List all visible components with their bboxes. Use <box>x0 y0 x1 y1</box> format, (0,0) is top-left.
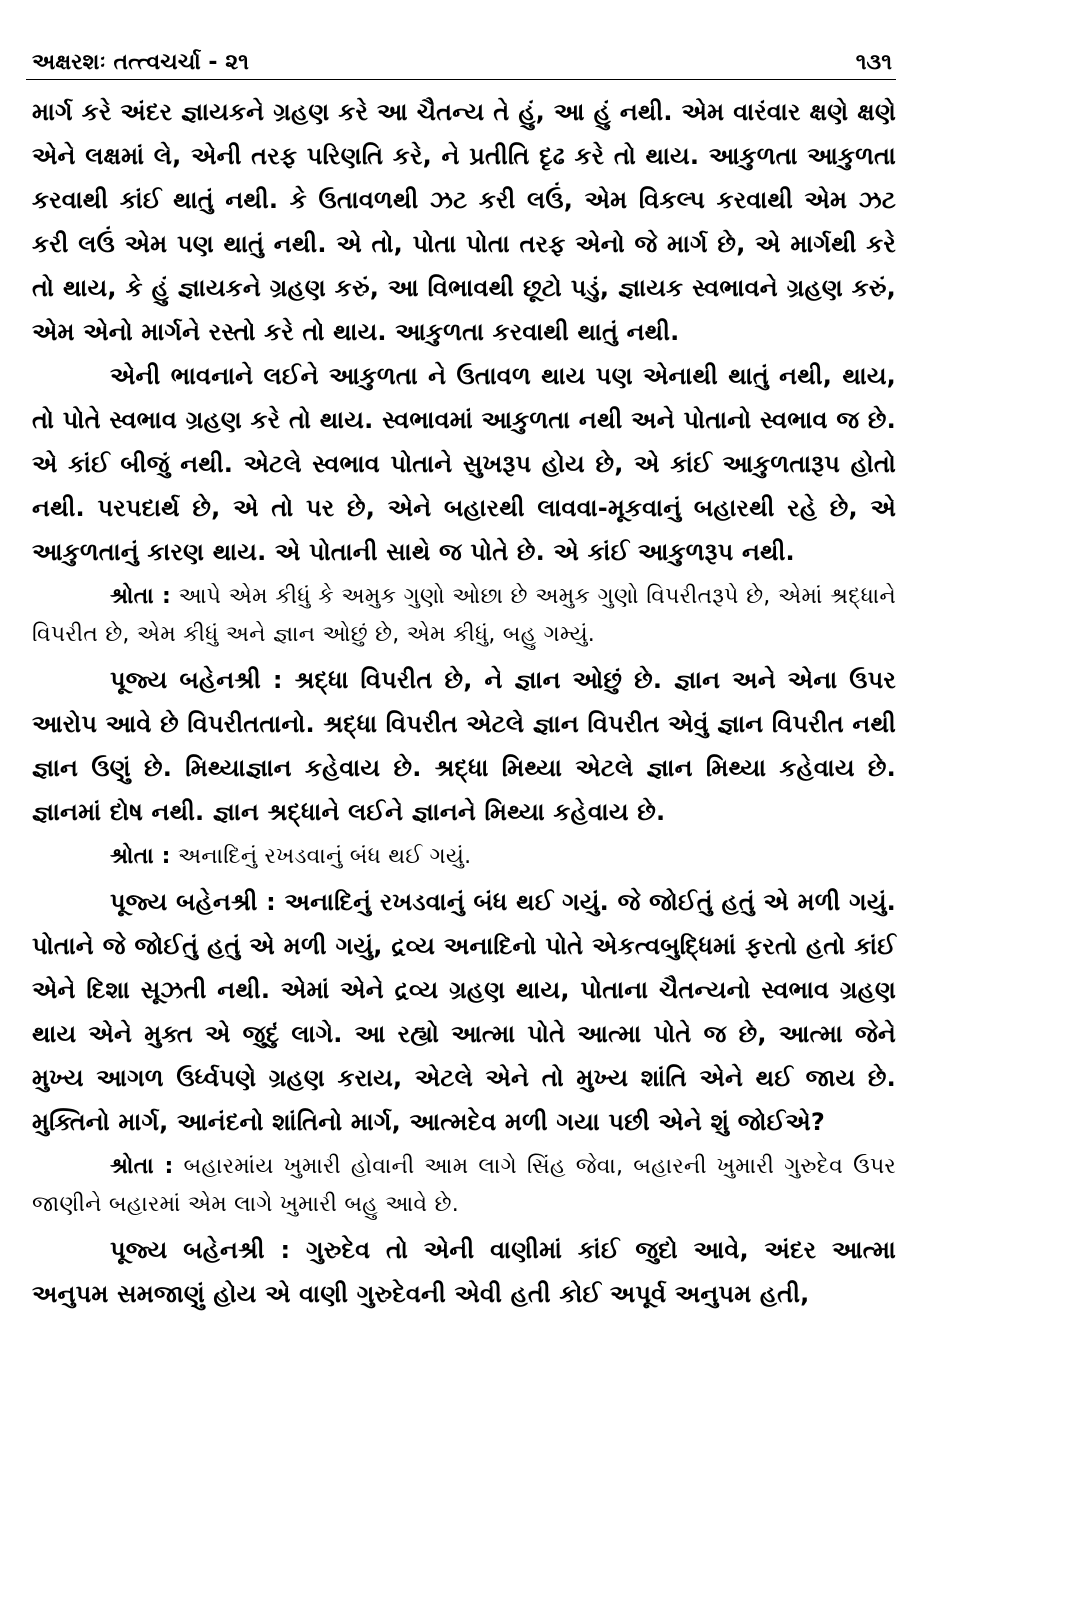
paragraph-continuation <box>32 90 896 354</box>
paragraph <box>32 354 896 574</box>
page-number: ૧૩૧ <box>855 50 892 75</box>
bahenshri-answer <box>32 658 896 834</box>
speaker-label: શ્રોતા : <box>110 844 171 869</box>
paragraph-text: એની ભાવનાને લઈને આકુળતા ને ઉતાવળ થાય પણ એનાથી થાતું નથી, થાય, તો પોતે સ્વભાવ ગ્રહણ કરે તો થાય. સ્વભાવમાં આકુળતા નથી અને પોતાનો સ્વભાવ જ છે. એ કાંઈ બીજું નથી. એટલે સ્વભાવ પોતાને સુખરૂપ હોય છે, એ કાંઈ આકુળતારૂપ હોતો નથી. પરપદાર્થ છે, એ તો પર છે, એને બહારથી લાવવા-મૂકવાનું બહારથી રહે છે, એ આકુળતાનું કારણ થાય. એ પોતાની સાથે જ પોતે છે. એ કાંઈ આકુળરૂપ નથી. <box>32 362 896 566</box>
running-title: અક્ષરશઃ તત્ત્વચર્ચા - ૨૧ <box>32 50 249 75</box>
speaker-label: પૂજ્ય બહેનશ્રી : <box>110 1236 291 1264</box>
running-header <box>26 40 896 80</box>
page-body <box>26 80 896 1316</box>
speaker-label: શ્રોતા : <box>110 1154 174 1179</box>
book-page <box>26 40 896 1316</box>
paragraph-text: શ્રદ્ધા વિપરીત છે, ને જ્ઞાન ઓછું છે. જ્ઞાન અને એના ઉપર આરોપ આવે છે વિપરીતતાનો. શ્રદ્ધા વિપરીત એટલે જ્ઞાન વિપરીત એવું જ્ઞાન વિપરીત નથી જ્ઞાન ઉણું છે. મિથ્યાજ્ઞાન કહેવાય છે. શ્રદ્ધા મિથ્યા એટલે જ્ઞાન મિથ્યા કહેવાય છે. જ્ઞાનમાં દોષ નથી. જ્ઞાન શ્રદ્ધાને લઈને જ્ઞાનને મિથ્યા કહેવાય છે. <box>32 666 896 826</box>
paragraph-text: ગુરુદેવ તો એની વાણીમાં કાંઈ જુદો આવે, અંદર આત્મા અનુપમ સમજાણું હોય એ વાણી ગુરુદેવની એવી હતી કોઈ અપૂર્વ અનુપમ હતી, <box>32 1236 896 1308</box>
speaker-label: પૂજ્ય બહેનશ્રી : <box>110 666 283 694</box>
paragraph-text: અનાદિનું રખડવાનું બંધ થઈ ગયું. જે જોઈતું હતું એ મળી ગયું. પોતાને જે જોઈતું હતું એ મળી ગયું, દ્રવ્ય અનાદિનો પોતે એકત્વબુદ્ધિમાં ફરતો હતો કાંઈ એને દિશા સૂઝતી નથી. એમાં એને દ્રવ્ય ગ્રહણ થાય, પોતાના ચૈતન્યનો સ્વભાવ ગ્રહણ થાય એને મુક્ત એ જુદું લાગે. આ રહ્યો આત્મા પોતે આત્મા પોતે જ છે, આત્મા જેને મુખ્ય આગળ ઉર્ધ્વપણે ગ્રહણ કરાય, એટલે એને તો મુખ્ય શાંતિ એને થઈ જાય છે. મુક્તિનો માર્ગ, આનંદનો શાંતિનો માર્ગ, આત્મદેવ મળી ગયા પછી એને શું જોઈએ? <box>32 888 896 1136</box>
paragraph-text: બહારમાંય ખુમારી હોવાની આમ લાગે સિંહ જેવા, બહારની ખુમારી ગુરુદેવ ઉપર જાણીને બહારમાં એમ લાગે ખુમારી બહુ આવે છે. <box>32 1154 896 1217</box>
listener-question <box>32 578 896 654</box>
paragraph-text: અનાદિનું રખડવાનું બંધ થઈ ગયું. <box>177 844 472 869</box>
paragraph-text: આપે એમ કીધું કે અમુક ગુણો ઓછા છે અમુક ગુણો વિપરીતરૂપે છે, એમાં શ્રદ્ધાને વિપરીત છે, એમ કીધું અને જ્ઞાન ઓછું છે, એમ કીધું, બહુ ગમ્યું. <box>32 584 896 647</box>
listener-question <box>32 1148 896 1224</box>
bahenshri-answer <box>32 880 896 1144</box>
paragraph-text: માર્ગ કરે અંદર જ્ઞાયકને ગ્રહણ કરે આ ચૈતન્ય તે હું, આ હું નથી. એમ વારંવાર ક્ષણે ક્ષણે એને લક્ષમાં લે, એની તરફ પરિણતિ કરે, ને પ્રતીતિ દૃઢ કરે તો થાય. આકુળતા આકુળતા કરવાથી કાંઈ થાતું નથી. કે ઉતાવળથી ઝટ કરી લઉં, એમ વિકલ્પ કરવાથી એમ ઝટ કરી લઉં એમ પણ થાતું નથી. એ તો, પોતા પોતા તરફ એનો જે માર્ગ છે, એ માર્ગથી કરે તો થાય, કે હું જ્ઞાયકને ગ્રહણ કરું, આ વિભાવથી છૂટો પડું, જ્ઞાયક સ્વભાવને ગ્રહણ કરું, એમ એનો માર્ગને રસ્તો કરે તો થાય. આકુળતા કરવાથી થાતું નથી. <box>32 98 896 346</box>
bahenshri-answer <box>32 1228 896 1316</box>
listener-question <box>32 838 896 876</box>
speaker-label: પૂજ્ય બહેનશ્રી : <box>110 888 276 916</box>
speaker-label: શ્રોતા : <box>110 584 171 609</box>
